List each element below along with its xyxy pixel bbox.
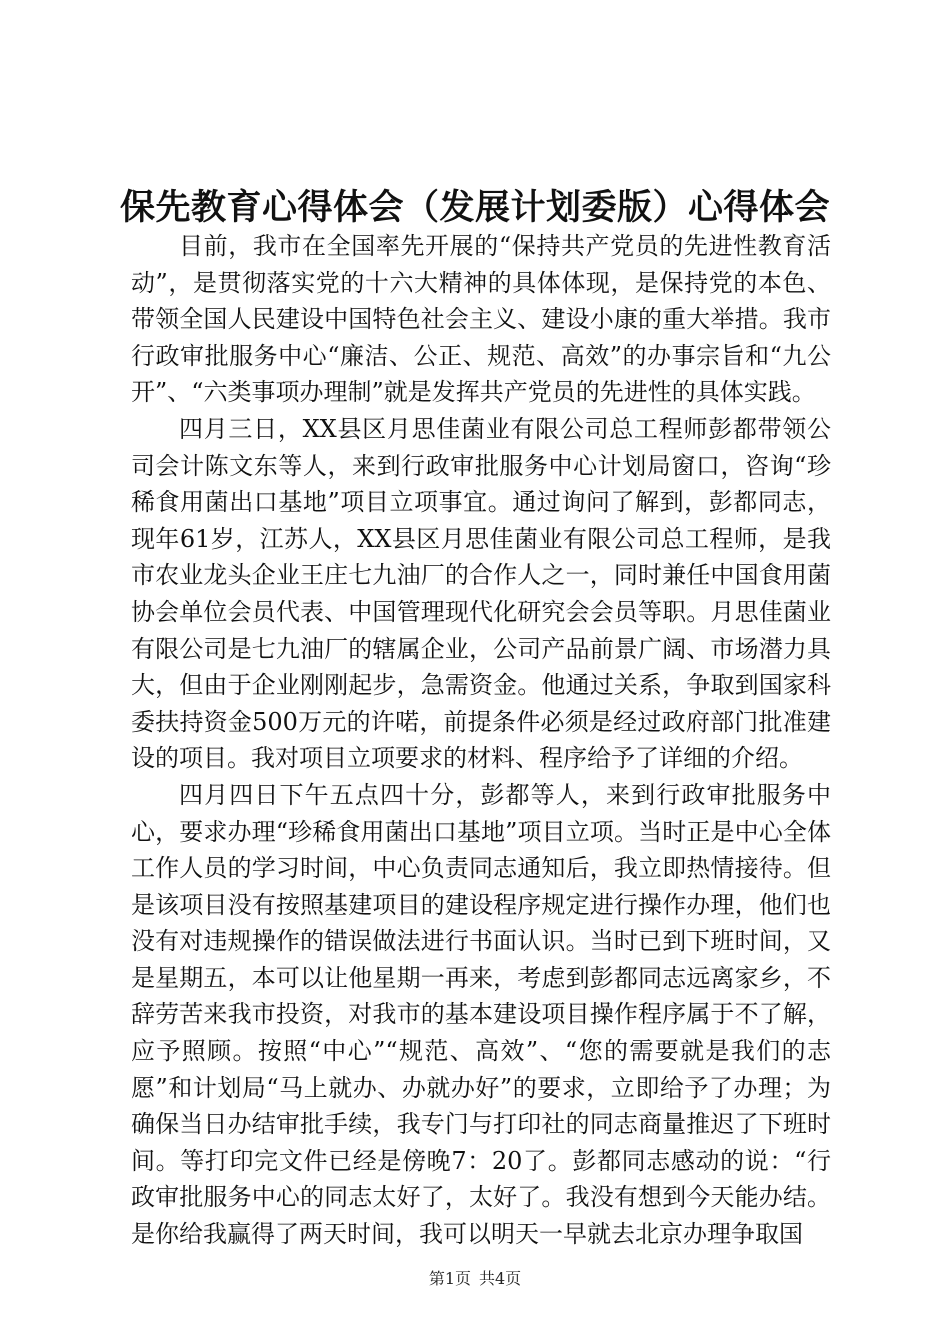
paragraph-1: 目前，我市在全国率先开展的“保持共产党员的先进性教育活动”，是贯彻落实党的十六大精神的具体体现，是保持党的本色、带领全国人民建设中国特色社会主义、建设小康的重大举措。我市行政审批服务中心“廉洁、公正、规范、高效”的办事宗旨和“九公开”、“六类事项办理制”就是发挥共产党员的先进性的具体实践。 bbox=[131, 232, 831, 407]
page-total: 共4页 bbox=[479, 1269, 522, 1288]
paragraph-3: 四月四日下午五点四十分，彭都等人，来到行政审批服务中心，要求办理“珍稀食用菌出口基地”项目立项。当时正是中心全体工作人员的学习时间，中心负责同志通知后，我立即热情接待。但是该项目没有按照基建项目的建设程序规定进行操作办理，他们也没有对违规操作的错误做法进行书面认识。当时已到下班时间，又是星期五，本可以让他星期一再来，考虑到彭都同志远离家乡，不辞劳苦来我市投资，对我市的基本建设项目操作程序属于不了解，应予照顾。按照“中心”“规范、高效”、“您的需要就是我们的志愿”和计划局“马上就办、办就办好”的要求，立即给予了办理；为确保当日办结审批手续，我专门与打印社的同志商量推迟了下班时间。等打印完文件已经是傍晚7：20了。彭都同志感动的说：“行政审批服务中心的同志太好了，太好了。我没有想到今天能办结。是你给我赢得了两天时间，我可以明天一早就去北京办理争取国 bbox=[131, 780, 831, 1249]
paragraph-2: 四月三日，XX县区月思佳菌业有限公司总工程师彭都带领公司会计陈文东等人，来到行政审批服务中心计划局窗口，咨询“珍稀食用菌出口基地”项目立项事宜。通过询问了解到，彭都同志，现年61岁，江苏人，XX县区月思佳菌业有限公司总工程师，是我市农业龙头企业王庄七九油厂的合作人之一，同时兼任中国食用菌协会单位会员代表、中国管理现代化研究会会员等职。月思佳菌业有限公司是七九油厂的辖属企业，公司产品前景广阔、市场潜力具大，但由于企业刚刚起步，急需资金。他通过关系，争取到国家科委扶持资金500万元的许喏，前提条件必须是经过政府部门批准建设的项目。我对项目立项要求的材料、程序给予了详细的介绍。 bbox=[131, 414, 831, 773]
page-number: 第1页 bbox=[428, 1269, 471, 1288]
page-footer bbox=[0, 1268, 950, 1290]
document-body bbox=[131, 228, 831, 1253]
document-title: 保先教育心得体会（发展计划委版）心得体会 bbox=[119, 187, 830, 228]
